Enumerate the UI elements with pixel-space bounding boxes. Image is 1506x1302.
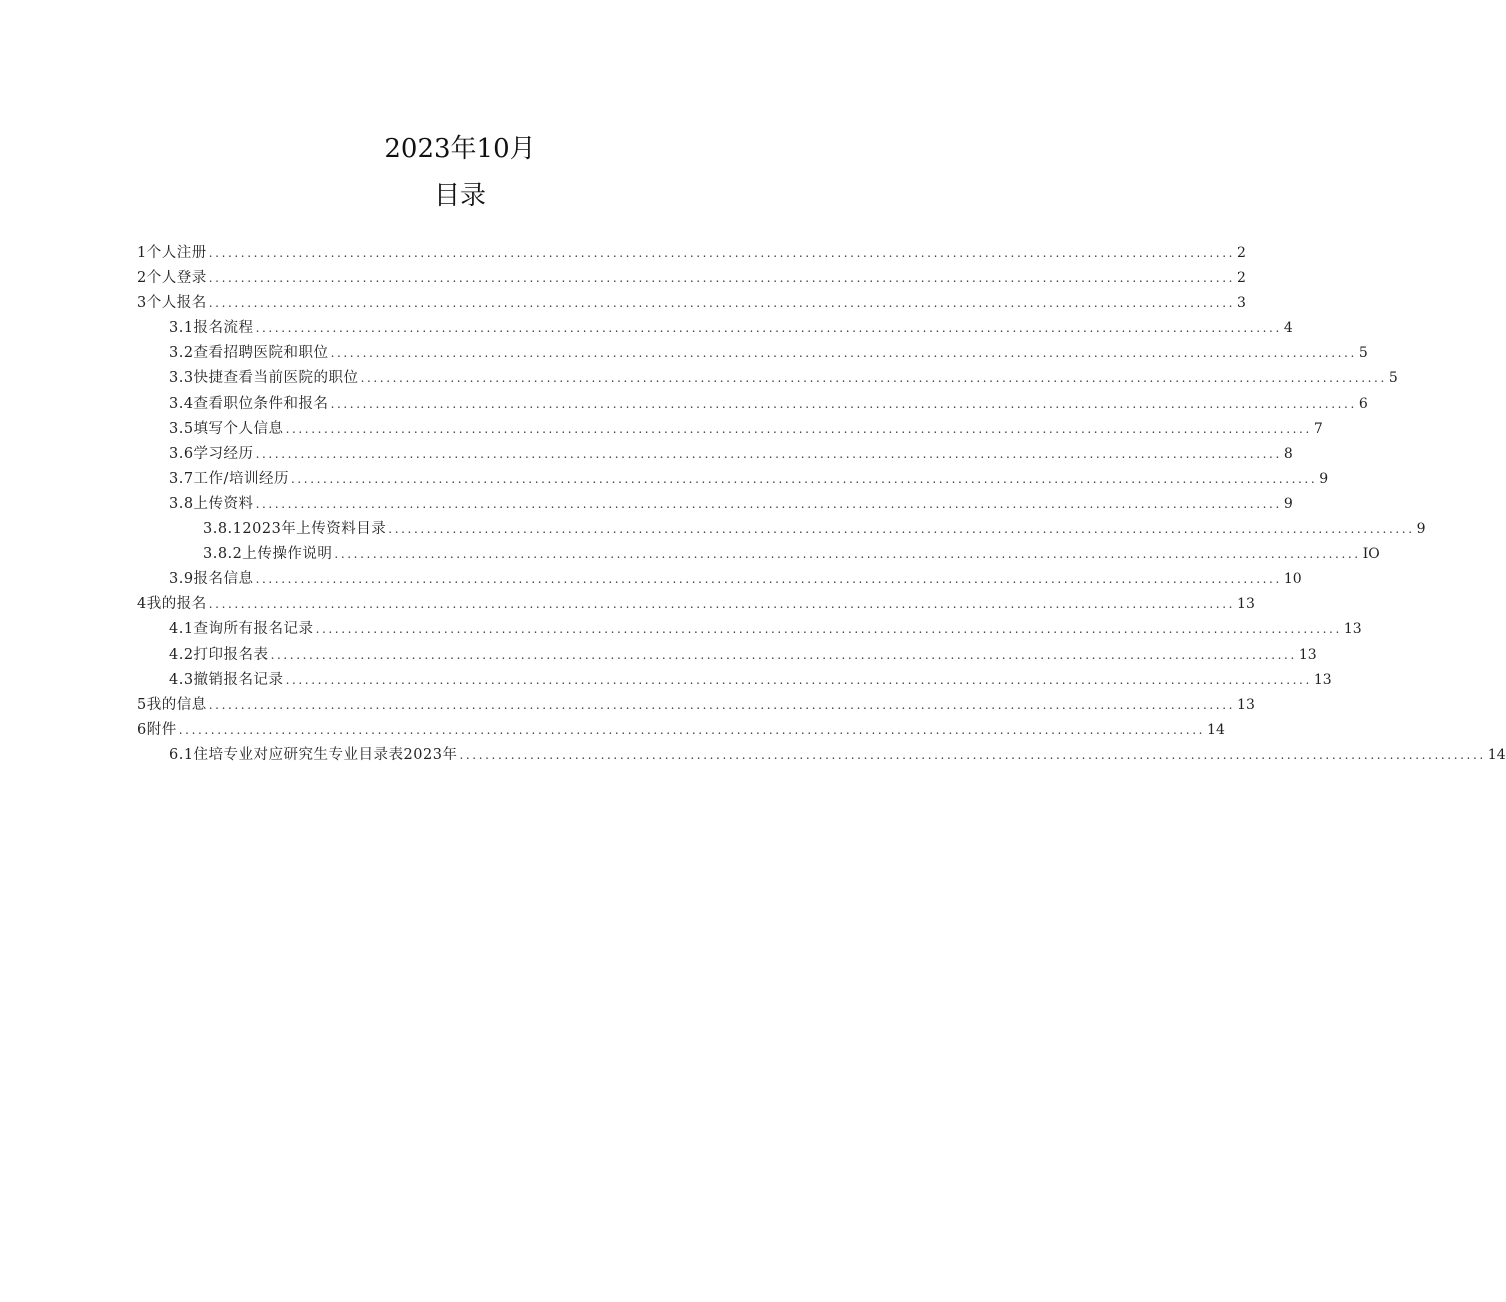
toc-page-number: 2 (1237, 270, 1246, 287)
toc-entry[interactable] (137, 668, 1332, 693)
toc-leader-dots: ................................................................................................................................................................ (360, 371, 1387, 386)
toc-entry[interactable] (137, 592, 1255, 617)
toc-leader-dots: ................................................................................................................................................................ (315, 622, 1342, 637)
toc-page-number: 4 (1283, 320, 1293, 337)
toc-page-number: 14 (1207, 721, 1225, 738)
toc-leader-dots: ................................................................................................................................................................ (290, 471, 1318, 486)
toc-entry-text: 3.7工作/培训经历 (169, 470, 289, 487)
toc-page-number: 13 (1237, 596, 1255, 613)
toc-entry[interactable] (137, 492, 1293, 517)
toc-leader-dots: ................................................................................................................................................................ (208, 697, 1236, 712)
toc-entry-text: 3.8.2上传操作说明 (203, 546, 333, 563)
toc-entry-text: 6附件 (137, 721, 177, 738)
toc-leader-dots: ................................................................................................................................................................ (178, 722, 1206, 737)
toc-page-number: IO (1362, 546, 1380, 563)
toc-leader-dots: ................................................................................................................................................................ (330, 346, 1357, 361)
toc-leader-dots: ................................................................................................................................................................ (330, 396, 1357, 411)
toc-leader-dots: ................................................................................................................................................................ (334, 547, 1361, 562)
toc-leader-dots: ................................................................................................................................................................ (255, 496, 1282, 511)
toc-leader-dots: ................................................................................................................................................................ (208, 296, 1236, 311)
toc-entry[interactable] (137, 316, 1293, 341)
toc-entry[interactable] (137, 241, 1246, 266)
toc-leader-dots: ................................................................................................................................................................ (270, 647, 1297, 662)
toc-entry-text: 3.8.12023年上传资料目录 (203, 521, 387, 538)
toc-entry[interactable] (137, 417, 1323, 442)
toc-entry[interactable] (137, 366, 1398, 391)
toc-page-number: 13 (1237, 696, 1255, 713)
toc-page-number: 9 (1416, 521, 1426, 538)
toc-page-number: 5 (1388, 370, 1398, 387)
toc-entry[interactable] (137, 392, 1368, 417)
toc-page-number: 9 (1283, 495, 1293, 512)
toc-entry-text: 3.2查看招聘医院和职位 (169, 345, 329, 362)
toc-entry-text: 4.1查询所有报名记录 (169, 621, 314, 638)
toc-entry-text: 4.2打印报名表 (169, 646, 269, 663)
toc-entry-text: 4.3撤销报名记录 (169, 671, 284, 688)
toc-entry[interactable] (137, 442, 1293, 467)
toc-leader-dots: ................................................................................................................................................................ (208, 597, 1236, 612)
toc-entry-text: 3个人报名 (137, 295, 207, 312)
toc-entry-text: 3.9报名信息 (169, 571, 254, 588)
toc-entry-text: 3.8上传资料 (169, 495, 254, 512)
toc-page-number: 13 (1298, 646, 1317, 663)
toc-entry[interactable] (137, 266, 1246, 291)
toc-leader-dots: ................................................................................................................................................................ (459, 747, 1486, 762)
toc-entry[interactable] (137, 291, 1246, 316)
toc-page-number: 2 (1237, 245, 1246, 261)
toc-entry[interactable] (137, 643, 1317, 668)
toc-leader-dots: ................................................................................................................................................................ (255, 321, 1282, 336)
toc-entry[interactable] (137, 693, 1255, 718)
toc-leader-dots: ................................................................................................................................................................ (255, 446, 1282, 461)
toc-entry[interactable] (137, 517, 1426, 542)
toc-entry-text: 6.1住培专业对应研究生专业目录表2023年 (169, 746, 458, 763)
toc-entry[interactable] (137, 743, 1506, 768)
toc-page-number: 14 (1487, 746, 1506, 763)
table-of-contents (137, 241, 1506, 768)
toc-entry-text: 3.3快捷查看当前医院的职位 (169, 370, 359, 387)
toc-entry-text: 3.5填写个人信息 (169, 420, 284, 437)
toc-page-number: 13 (1313, 671, 1332, 688)
toc-page-number: 9 (1319, 470, 1329, 487)
toc-entry-text: 3.1报名流程 (169, 320, 254, 337)
toc-entry-text: 1个人注册 (137, 245, 207, 261)
toc-page-number: 10 (1283, 571, 1302, 588)
toc-entry-text: 4我的报名 (137, 596, 207, 613)
toc-page-number: 8 (1283, 445, 1293, 462)
toc-entry[interactable] (137, 617, 1362, 642)
toc-page-number: 7 (1313, 420, 1323, 437)
toc-entry-text: 2个人登录 (137, 270, 207, 287)
toc-entry[interactable] (137, 567, 1302, 592)
toc-leader-dots: ................................................................................................................................................................ (208, 246, 1236, 260)
toc-page-number: 6 (1358, 395, 1368, 412)
toc-entry-text: 5我的信息 (137, 696, 207, 713)
toc-entry[interactable] (137, 718, 1225, 743)
toc-entry[interactable] (137, 467, 1329, 492)
toc-leader-dots: ................................................................................................................................................................ (388, 522, 1415, 537)
toc-entry[interactable] (137, 542, 1380, 567)
toc-title: 目录 (433, 181, 486, 211)
toc-entry-text: 3.4查看职位条件和报名 (169, 395, 329, 412)
toc-page-number: 3 (1237, 295, 1246, 312)
toc-leader-dots: ................................................................................................................................................................ (255, 572, 1282, 587)
document-date: 2023年10月 (384, 134, 536, 164)
toc-page-number: 5 (1358, 345, 1368, 362)
toc-page-number: 13 (1343, 621, 1362, 638)
toc-entry-text: 3.6学习经历 (169, 445, 254, 462)
toc-leader-dots: ................................................................................................................................................................ (285, 672, 1312, 687)
toc-entry[interactable] (137, 341, 1368, 366)
toc-leader-dots: ................................................................................................................................................................ (285, 421, 1312, 436)
toc-leader-dots: ................................................................................................................................................................ (208, 271, 1236, 286)
